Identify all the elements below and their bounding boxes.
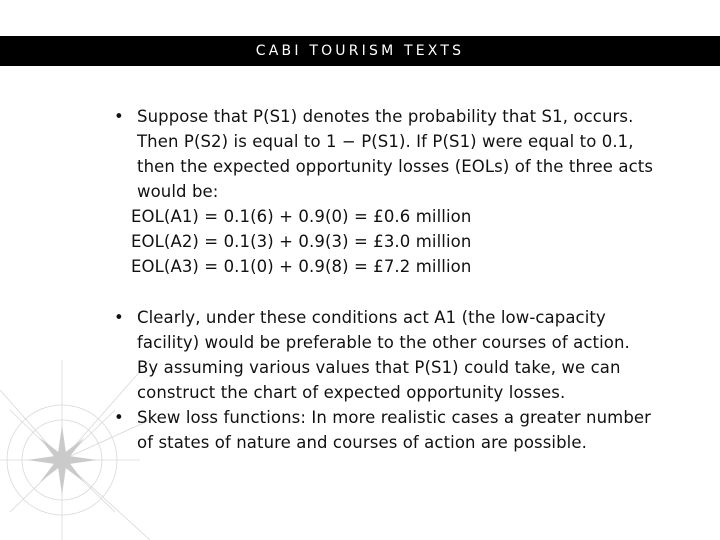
equation-line: EOL(A1) = 0.1(6) + 0.9(0) = £0.6 million — [131, 207, 472, 226]
equation-line: EOL(A3) = 0.1(0) + 0.9(8) = £7.2 million — [131, 257, 472, 276]
text-line: of states of nature and courses of action are possible. — [137, 433, 587, 452]
bullet-marker: • — [114, 107, 124, 126]
text-line: Clearly, under these conditions act A1 (the low-capacity — [137, 308, 606, 327]
header-title: CABI TOURISM TEXTS — [255, 43, 465, 59]
text-line: By assuming various values that P(S1) could take, we can — [137, 358, 621, 377]
text-line: Suppose that P(S1) denotes the probability that S1, occurs. — [137, 107, 634, 126]
text-line: construct the chart of expected opportunity losses. — [137, 383, 566, 402]
text-line: would be: — [137, 182, 219, 201]
equation-line: EOL(A2) = 0.1(3) + 0.9(3) = £3.0 million — [131, 232, 472, 251]
bullet-marker: • — [114, 308, 124, 327]
text-line: then the expected opportunity losses (EOLs) of the three acts — [137, 157, 654, 176]
text-line: Then P(S2) is equal to 1 − P(S1). If P(S1) were equal to 0.1, — [137, 132, 634, 151]
bullet-marker: • — [114, 408, 124, 427]
text-line: Skew loss functions: In more realistic cases a greater number — [137, 408, 652, 427]
text-line: facility) would be preferable to the other courses of action. — [137, 333, 630, 352]
